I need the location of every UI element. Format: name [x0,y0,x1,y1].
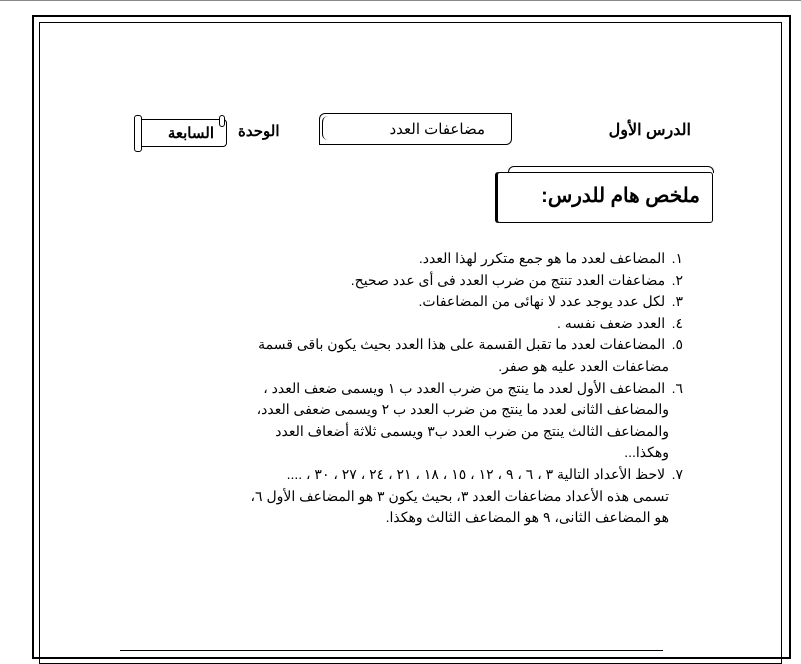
list-item [103,291,683,313]
list-item [103,464,683,529]
summary-heading-box [497,172,713,223]
scroll-curl-decoration [322,116,331,140]
summary-box-tab-decoration [508,166,714,173]
item-text-continued: والمضاعف الثانى لعدد ما ينتج من ضرب العدد ب ٢ ويسمى ضعفى العدد، [256,401,669,418]
summary-list [103,248,683,529]
summary-title: ملخص هام للدرس: [541,185,700,207]
list-item [103,378,683,464]
lesson-header [0,110,801,160]
item-number: ٤. [671,314,683,331]
item-text: لاحظ الأعداد التالية ٣ ، ٦ ، ٩ ، ١٢ ، ١٥ ، ١٨ ، ٢١ ، ٢٤ ، ٢٧ ، ٣٠ ، .... [286,465,666,482]
item-text: لكل عدد يوجد عدد لا نهائى من المضاعفات. [418,293,666,310]
lesson-topic: مضاعفات العدد [389,121,485,138]
item-number: ٧. [671,465,683,482]
item-text: مضاعفات العدد تنتج من ضرب العدد فى أى عدد صحيح. [350,271,666,288]
list-item [103,248,683,270]
item-text: العدد ضعف نفسه . [556,314,666,331]
item-number: ١. [671,250,683,266]
item-number: ٥. [671,336,683,353]
lesson-topic-scroll [319,113,512,145]
top-border-line [0,0,801,1]
lesson-title: الدرس الأول [608,122,691,139]
item-number: ٦. [671,379,683,396]
unit-label: الوحدة [238,123,280,140]
scroll-curl-left-decoration [134,115,142,152]
scroll-curl-right-decoration [219,115,225,127]
unit-value: السابعة [167,125,214,142]
item-text-continued: وهكذا... [624,444,669,461]
bottom-rule [120,650,663,651]
item-text: المضاعف لعدد ما هو جمع متكرر لهذا العدد. [418,250,666,266]
list-item [103,313,683,335]
item-text-continued: تسمى هذه الأعداد مضاعفات العدد ٣، بحيث يكون ٣ هو المضاعف الأول ٦، [250,487,669,504]
item-number: ٣. [671,293,683,310]
item-text: المضاعفات لعدد ما تقبل القسمة على هذا العدد بحيث يكون باقى قسمة [258,336,666,353]
list-item [103,334,683,377]
item-text-continued: مضاعفات العدد عليه هو صفر. [498,357,669,374]
item-text-continued: والمضاعف الثالث ينتج من ضرب العدد ب٣ ويسمى ثلاثة أضعاف العدد [275,422,669,439]
item-text: المضاعف الأول لعدد ما ينتج من ضرب العدد ب ١ ويسمى ضعف العدد ، [263,379,666,396]
unit-scroll [137,119,227,147]
item-number: ٢. [671,271,683,288]
item-text-continued: هو المضاعف الثانى، ٩ هو المضاعف الثالث وهكذا. [385,509,669,526]
list-item [103,270,683,292]
